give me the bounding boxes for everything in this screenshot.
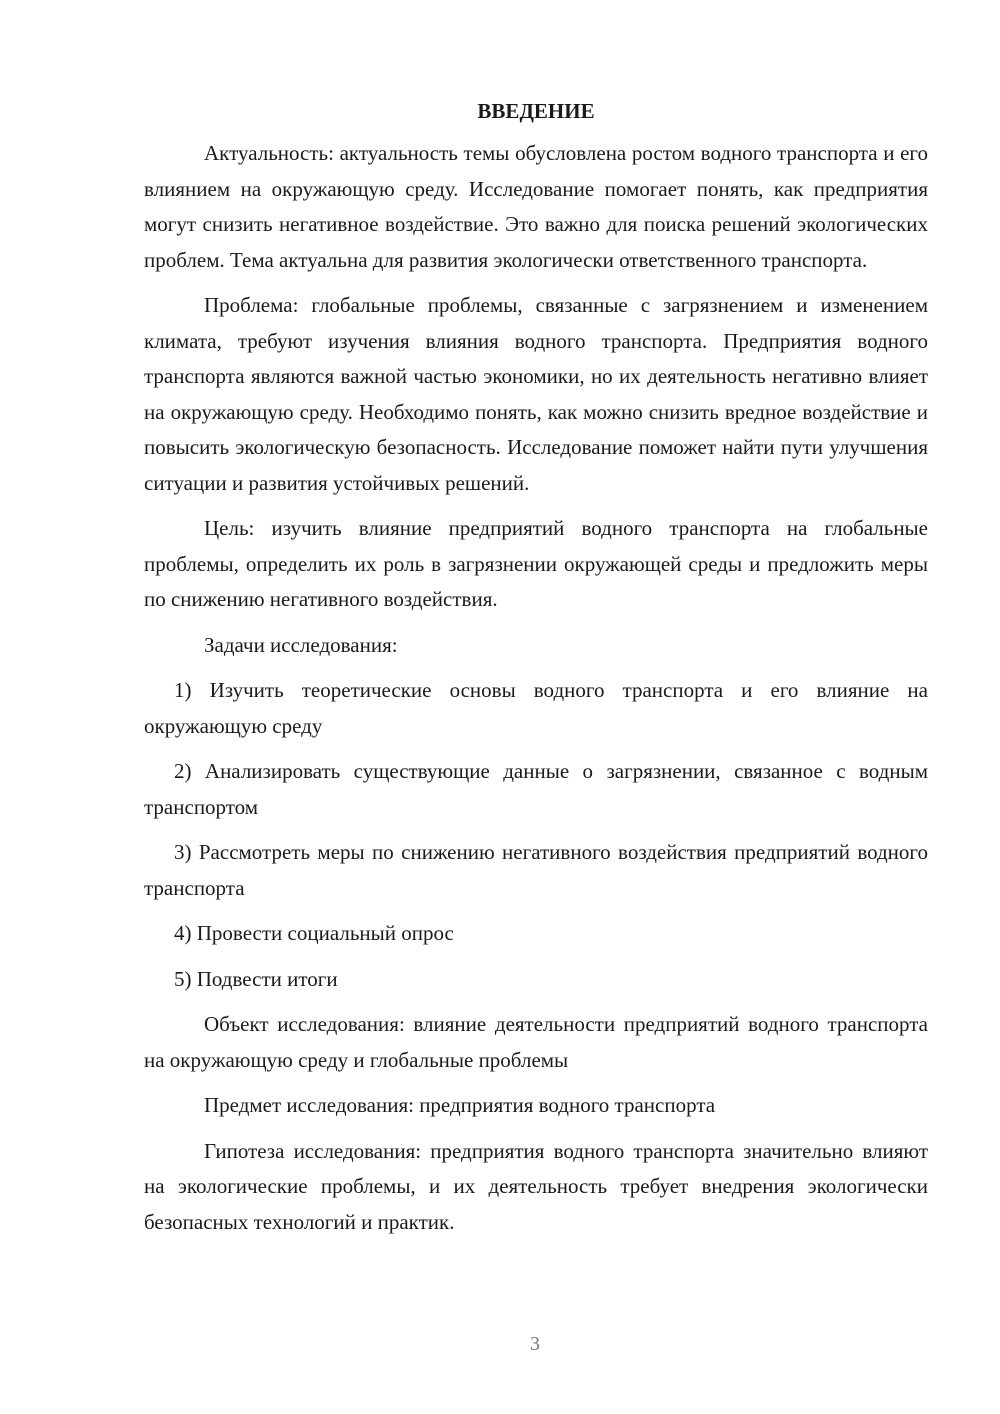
task-item: 3) Рассмотреть меры по снижению негативного воздействия предприятий водного транспорта [144,840,928,900]
object-paragraph: Объект исследования: влияние деятельности предприятий водного транспорта на окружающую среду и глобальные проблемы [144,1012,928,1072]
problem-paragraph: Проблема: глобальные проблемы, связанные с загрязнением и изменением климата, требуют изучения влияния водного транспорта. Предприятия водного транспорта являются важной частью экономики, но их деятельность негативно влияет на окружающую среду. Необходимо понять, как можно снизить вредное воздействие и повысить экологическую безопасность. Исследование поможет найти пути улучшения ситуации и развития устойчивых решений. [144,293,928,495]
task-item: 2) Анализировать существующие данные о загрязнении, связанное с водным транспортом [144,759,928,819]
task-item: 4) Провести социальный опрос [174,921,454,945]
page-number: 3 [530,1333,540,1355]
tasks-heading: Задачи исследования: [204,632,398,657]
goal-paragraph: Цель: изучить влияние предприятий водного транспорта на глобальные проблемы, определить их роль в загрязнении окружающей среды и предложить меры по снижению негативного воздействия. [144,516,928,611]
relevance-paragraph: Актуальность: актуальность темы обусловлена ростом водного транспорта и его влиянием на окружающую среду. Исследование помогает понять, как предприятия могут снизить негативное воздействие. Это важно для поиска решений экологических проблем. Тема актуальна для развития экологически ответственного транспорта. [144,141,928,272]
task-item: 5) Подвести итоги [174,966,338,991]
task-item: 1) Изучить теоретические основы водного транспорта и его влияние на окружающую среду [144,678,928,738]
page-title: ВВЕДЕНИЕ [477,99,595,123]
document-page [144,96,928,1250]
hypothesis-paragraph: Гипотеза исследования: предприятия водного транспорта значительно влияют на экологические проблемы, и их деятельность требует внедрения экологически безопасных технологий и практик. [144,1138,928,1234]
subject-paragraph: Предмет исследования: предприятия водного транспорта [204,1093,716,1117]
